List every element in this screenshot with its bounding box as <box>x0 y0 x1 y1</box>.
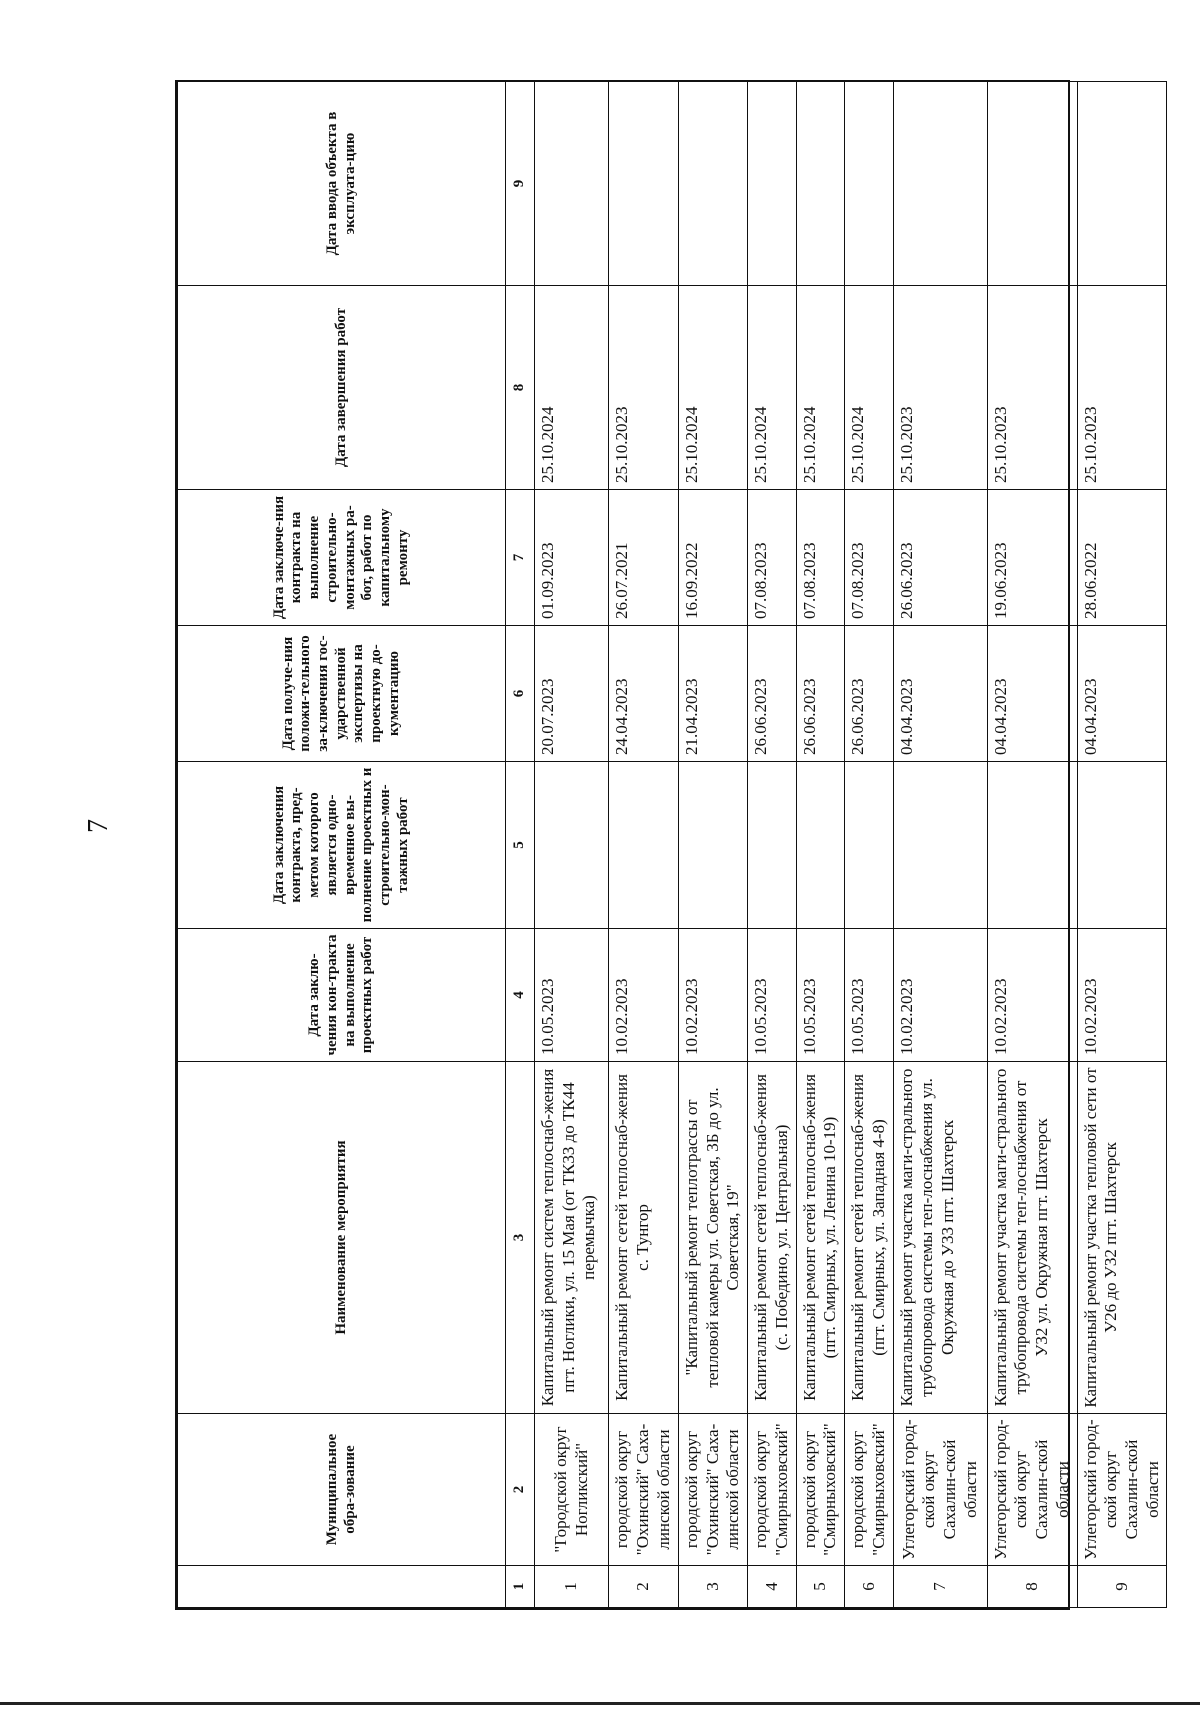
design-contract-date-cell: 10.05.2023 <box>845 929 893 1062</box>
expertise-date-cell: 26.06.2023 <box>845 626 893 762</box>
column-number-7: 7 <box>506 490 535 626</box>
construction-contract-date-cell: 19.06.2023 <box>987 490 1077 626</box>
completion-date-cell: 25.10.2024 <box>796 286 844 490</box>
combined-contract-date-cell <box>987 762 1077 929</box>
combined-contract-date-cell <box>535 762 609 929</box>
table-frame <box>175 80 1162 1610</box>
design-contract-date-cell: 10.05.2023 <box>748 929 796 1062</box>
commissioning-date-cell <box>845 82 893 286</box>
commissioning-date-cell <box>796 82 844 286</box>
header-completion-date: Дата завершения работ <box>178 286 506 490</box>
column-number-8: 8 <box>506 286 535 490</box>
event-name-cell: Капитальный ремонт систем теплоснаб-жения пгт. Ноглики, ул. 15 Мая (от ТК33 до ТК44 перемычка) <box>535 1062 609 1414</box>
column-number-2: 2 <box>506 1414 535 1566</box>
commissioning-date-cell <box>893 82 987 286</box>
municipality-cell: Углегорский город-ской округ Сахалин-ской области <box>987 1414 1077 1566</box>
construction-contract-date-cell: 16.09.2022 <box>679 490 748 626</box>
table-row <box>796 82 844 1608</box>
column-number-5: 5 <box>506 762 535 929</box>
municipality-cell: Углегорский город-ской округ Сахалин-ской области <box>893 1414 987 1566</box>
event-name-cell: Капитальный ремонт сетей теплоснаб-жения (с. Победино, ул. Центральная) <box>748 1062 796 1414</box>
design-contract-date-cell: 10.02.2023 <box>987 929 1077 1062</box>
header-event-name: Наименование мероприятия <box>178 1062 506 1414</box>
expertise-date-cell: 21.04.2023 <box>679 626 748 762</box>
commissioning-date-cell <box>679 82 748 286</box>
combined-contract-date-cell <box>796 762 844 929</box>
combined-contract-date-cell <box>748 762 796 929</box>
municipality-cell: городской округ "Смирныховский" <box>845 1414 893 1566</box>
table-row <box>987 82 1077 1608</box>
column-number-6: 6 <box>506 626 535 762</box>
construction-contract-date-cell: 01.09.2023 <box>535 490 609 626</box>
commissioning-date-cell <box>535 82 609 286</box>
row-number: 1 <box>535 1566 609 1608</box>
construction-contract-date-cell: 28.06.2022 <box>1077 490 1167 626</box>
commissioning-date-cell <box>609 82 679 286</box>
design-contract-date-cell: 10.05.2023 <box>535 929 609 1062</box>
construction-contract-date-cell: 26.06.2023 <box>893 490 987 626</box>
construction-contract-date-cell: 07.08.2023 <box>796 490 844 626</box>
header-cell-1 <box>178 1566 506 1608</box>
event-name-cell: Капитальный ремонт участка маги-стрального трубопровода системы теп-лоснабжения ул. Окружная до У33 пгт. Шахтерск <box>893 1062 987 1414</box>
row-number: 4 <box>748 1566 796 1608</box>
table-row <box>1077 82 1167 1608</box>
completion-date-cell: 25.10.2023 <box>609 286 679 490</box>
expertise-date-cell: 26.06.2023 <box>748 626 796 762</box>
combined-contract-date-cell <box>893 762 987 929</box>
expertise-date-cell: 20.07.2023 <box>535 626 609 762</box>
row-number: 8 <box>987 1566 1077 1608</box>
table-row <box>845 82 893 1608</box>
combined-contract-date-cell <box>609 762 679 929</box>
row-number: 6 <box>845 1566 893 1608</box>
municipality-cell: городской округ "Охинский" Саха-линской области <box>609 1414 679 1566</box>
header-design-contract-date: Дата заклю-чения кон-тракта на выполнение проектных работ <box>178 929 506 1062</box>
municipality-cell: городской округ "Смирныховский" <box>748 1414 796 1566</box>
design-contract-date-cell: 10.02.2023 <box>609 929 679 1062</box>
row-number: 3 <box>679 1566 748 1608</box>
table-row <box>609 82 679 1608</box>
municipality-cell: Углегорский город-ской округ Сахалин-ской области <box>1077 1414 1167 1566</box>
header-municipality: Муниципальное обра-зование <box>178 1414 506 1566</box>
column-number-1: 1 <box>506 1566 535 1608</box>
design-contract-date-cell: 10.02.2023 <box>893 929 987 1062</box>
combined-contract-date-cell <box>1077 762 1167 929</box>
header-expertise-date: Дата получе-ния положи-тельного за-ключения гос-ударственной экспертизы на проектную до-кументацию <box>178 626 506 762</box>
event-name-cell: Капитальный ремонт участка маги-стрального трубопровода системы теп-лоснабжения от У32 ул. Окружная пгт. Шахтерск <box>987 1062 1077 1414</box>
page-number: 7 <box>83 819 114 833</box>
event-name-cell: Капитальный ремонт участка тепловой сети от У26 до У32 пгт. Шахтерск <box>1077 1062 1167 1414</box>
footer-rule <box>0 1702 1200 1705</box>
schedule-table <box>177 81 1167 1608</box>
rotated-table-container <box>177 82 1162 1608</box>
commissioning-date-cell <box>748 82 796 286</box>
table-row <box>748 82 796 1608</box>
event-name-cell: Капитальный ремонт сетей теплоснаб-жения с. Тунгор <box>609 1062 679 1414</box>
expertise-date-cell: 04.04.2023 <box>893 626 987 762</box>
commissioning-date-cell <box>1077 82 1167 286</box>
header-commissioning-date: Дата ввода объекта в эксплуата-цию <box>178 82 506 286</box>
table-row <box>893 82 987 1608</box>
combined-contract-date-cell <box>845 762 893 929</box>
completion-date-cell: 25.10.2023 <box>1077 286 1167 490</box>
expertise-date-cell: 04.04.2023 <box>1077 626 1167 762</box>
combined-contract-date-cell <box>679 762 748 929</box>
municipality-cell: городской округ "Смирныховский" <box>796 1414 844 1566</box>
completion-date-cell: 25.10.2023 <box>893 286 987 490</box>
design-contract-date-cell: 10.05.2023 <box>796 929 844 1062</box>
row-number: 2 <box>609 1566 679 1608</box>
construction-contract-date-cell: 07.08.2023 <box>748 490 796 626</box>
expertise-date-cell: 24.04.2023 <box>609 626 679 762</box>
row-number: 7 <box>893 1566 987 1608</box>
construction-contract-date-cell: 07.08.2023 <box>845 490 893 626</box>
municipality-cell: городской округ "Охинский" Саха-линской области <box>679 1414 748 1566</box>
event-name-cell: Капитальный ремонт сетей теплоснаб-жения (пгт. Смирных, ул. Ленина 10-19) <box>796 1062 844 1414</box>
header-combined-contract-date: Дата заключения контракта, пред-метом которого является одно-временное вы-полнение проектных и строительно-мон-тажных работ <box>178 762 506 929</box>
completion-date-cell: 25.10.2023 <box>987 286 1077 490</box>
completion-date-cell: 25.10.2024 <box>748 286 796 490</box>
column-number-4: 4 <box>506 929 535 1062</box>
expertise-date-cell: 04.04.2023 <box>987 626 1077 762</box>
completion-date-cell: 25.10.2024 <box>535 286 609 490</box>
event-name-cell: Капитальный ремонт сетей теплоснаб-жения (пгт. Смирных, ул. Западная 4-8) <box>845 1062 893 1414</box>
completion-date-cell: 25.10.2024 <box>845 286 893 490</box>
municipality-cell: "Городской округ Ногликский" <box>535 1414 609 1566</box>
column-number-9: 9 <box>506 82 535 286</box>
design-contract-date-cell: 10.02.2023 <box>679 929 748 1062</box>
design-contract-date-cell: 10.02.2023 <box>1077 929 1167 1062</box>
column-number-3: 3 <box>506 1062 535 1414</box>
construction-contract-date-cell: 26.07.2021 <box>609 490 679 626</box>
row-number: 9 <box>1077 1566 1167 1608</box>
table-row <box>679 82 748 1608</box>
table-row <box>535 82 609 1608</box>
expertise-date-cell: 26.06.2023 <box>796 626 844 762</box>
row-number: 5 <box>796 1566 844 1608</box>
header-construction-contract-date: Дата заключе-ния контракта на выполнение строительно-монтажных ра-бот, работ по капитальному ремонту <box>178 490 506 626</box>
completion-date-cell: 25.10.2024 <box>679 286 748 490</box>
commissioning-date-cell <box>987 82 1077 286</box>
event-name-cell: "Капитальный ремонт теплотрассы от тепловой камеры ул. Советская, 3Б до ул. Советская, 19" <box>679 1062 748 1414</box>
